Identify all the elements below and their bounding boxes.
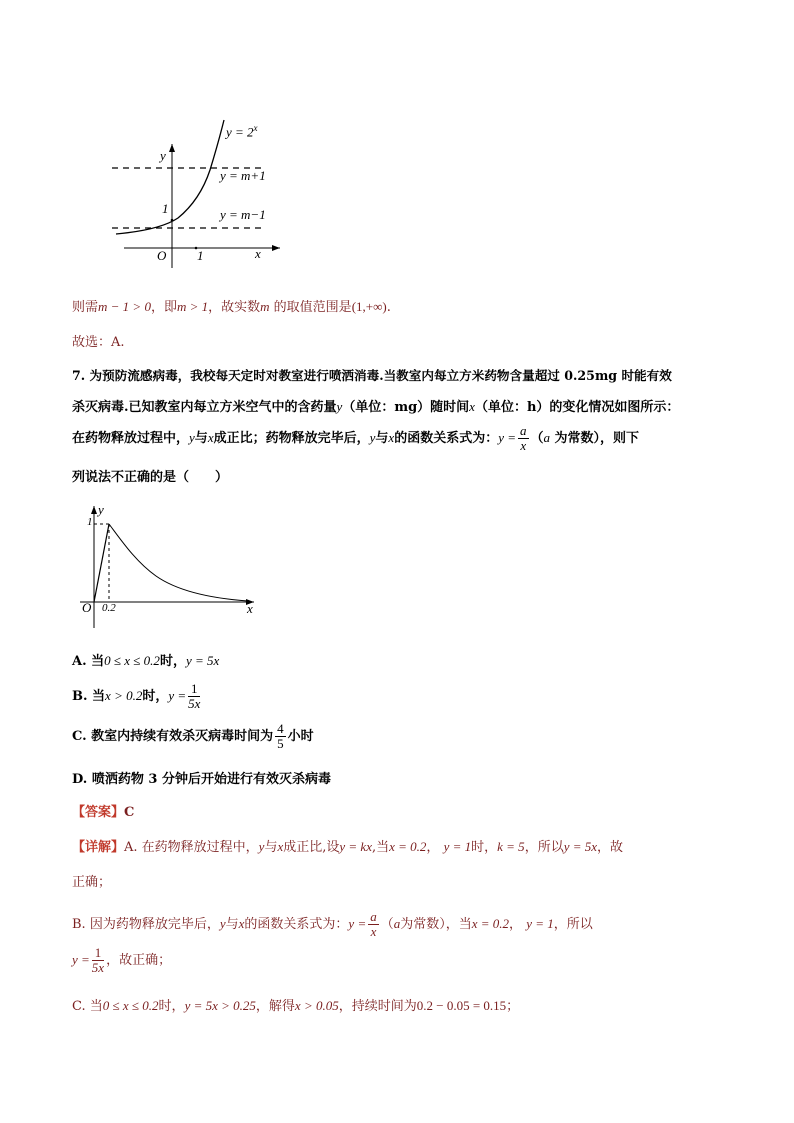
option-c: C. 教室内持续有效杀灭病毒时间为 $\frac{4}{5}$ 小时 (72, 721, 314, 751)
answer-line: 【答案】C (72, 805, 135, 820)
detail-line-a: 【详解】A. 在药物释放过程中，y与x成正比,设y = kx,当x = 0.2， y = 1时，k = 5，所以y = 5x，故 (72, 839, 624, 855)
fig2-tick-y: 1 (87, 516, 93, 528)
question-7-line-1: 7. 为预防流感病毒，我校每天定时对教室进行喷洒消毒.当教室内每立方米药物含量超过 0.25mg 时能有效 (72, 368, 672, 383)
figure-exponential-graph (100, 118, 300, 268)
detail-line-a-end: 正确； (72, 875, 112, 890)
fig2-axis-x-label: x (247, 601, 253, 616)
fig1-upper-line-label: y = m+1 (220, 168, 266, 183)
fig1-tick-one-x: 1 (197, 248, 204, 263)
detail-line-c: C. 当0 ≤ x ≤ 0.2时，y = 5x > 0.25，解得x > 0.05，持续时间为0.2 − 0.05 = 0.15； (72, 998, 520, 1014)
solution-range-line: 则需m − 1 > 0，即m > 1，故实数m 的取值范围是(1,+∞). (72, 299, 391, 315)
choice-line: 故选：A. (72, 335, 125, 350)
fig1-origin-label: O (157, 248, 167, 263)
option-d: D. 喷洒药物 3 分钟后开始进行有效灭杀病毒 (72, 772, 331, 787)
detail-line-b: B. 因为药物释放完毕后，y与x的函数关系式为：y = $\frac{a}{x}$ （a为常数），当x = 0.2， y = 1，所以 (72, 909, 593, 939)
fig1-axis-y-label: y (160, 148, 166, 163)
question-7-line-4: 列说法不正确的是（ ） (72, 470, 229, 485)
fig1-tick-one-y: 1 (162, 201, 169, 216)
option-b: B. 当x > 0.2时，y = $\frac{1}{5x}$ (72, 681, 201, 711)
fig1-lower-line-label: y = m−1 (220, 207, 266, 222)
fig2-axis-y-label: y (98, 502, 104, 517)
fig2-tick-x: 0.2 (102, 602, 116, 614)
fig1-curve-label: $y = 2^x$ (226, 123, 258, 140)
detail-line-b-cont: y = $\frac{1}{5x}$ ，故正确； (72, 945, 172, 975)
fig2-origin-label: O (82, 600, 92, 615)
question-7-line-3: 在药物释放过程中，y与x成正比；药物释放完毕后，y与x的函数关系式为：y = $\frac{a}{x}$ （a 为常数），则下 (72, 423, 640, 453)
fig1-axis-x-label: x (255, 246, 261, 261)
question-7-line-2: 杀灭病毒.已知教室内每立方米空气中的含药量y（单位：mg）随时间x（单位：h）的变化情况如图所示： (72, 399, 680, 415)
option-a: A. 当0 ≤ x ≤ 0.2时，y = 5x (72, 653, 220, 669)
